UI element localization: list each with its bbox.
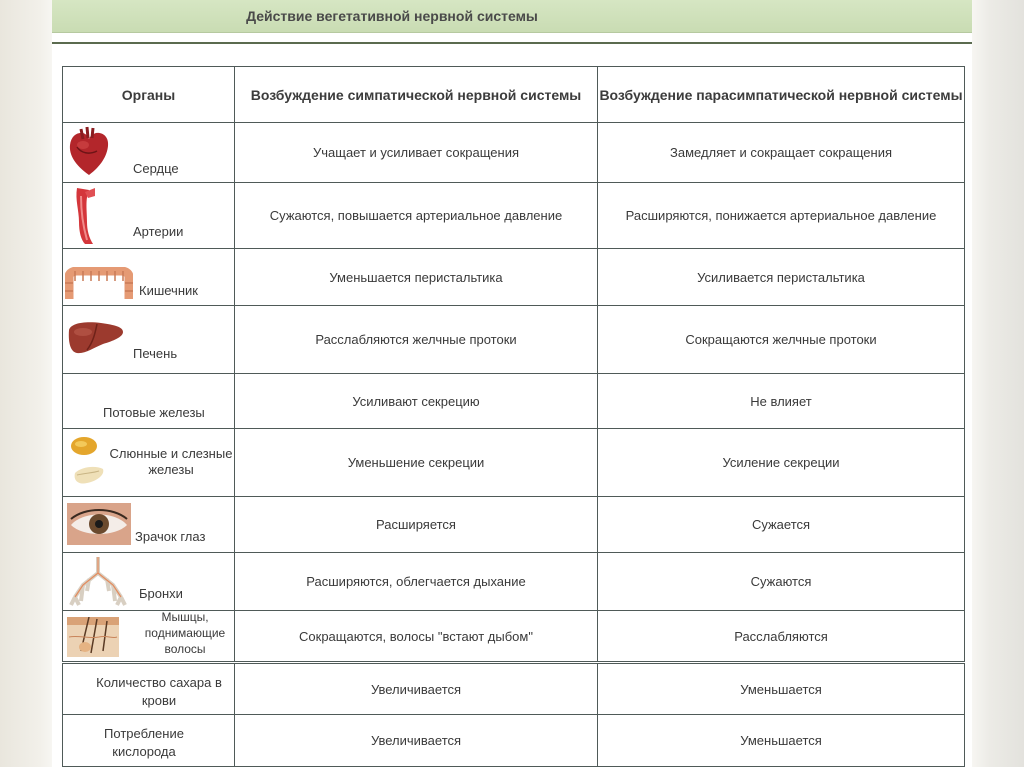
ans-effects-table — [62, 66, 965, 767]
header-row — [63, 67, 965, 123]
salivary-gland-icon — [67, 433, 107, 493]
organ-cell — [63, 429, 235, 497]
artery-icon — [71, 186, 99, 246]
heart-icon — [67, 125, 111, 179]
hair-muscle-icon — [67, 617, 119, 657]
title-bar — [52, 0, 972, 33]
sympathetic-cell: Расширяются, облегчается дыхание — [235, 553, 598, 611]
table-row — [63, 249, 965, 306]
sympathetic-cell: Расслабляются желчные протоки — [235, 306, 598, 374]
organ-cell — [63, 611, 235, 663]
header-parasympathetic: Возбуждение парасимпатической нервной системы — [598, 67, 965, 123]
organ-cell — [63, 249, 235, 306]
bronchi-icon — [67, 555, 129, 609]
header-sympathetic: Возбуждение симпатической нервной системы — [235, 67, 598, 123]
parasympathetic-cell: Сужается — [598, 497, 965, 553]
parasympathetic-cell: Замедляет и сокращает сокращения — [598, 123, 965, 183]
table-row — [63, 663, 965, 715]
table-row — [63, 611, 965, 663]
sympathetic-cell: Сокращаются, волосы "встают дыбом" — [235, 611, 598, 663]
organ-label: Печень — [133, 346, 178, 361]
organ-cell — [63, 183, 235, 249]
sympathetic-cell: Усиливают секрецию — [235, 374, 598, 429]
parasympathetic-cell: Уменьшается — [598, 715, 965, 767]
table-row — [63, 183, 965, 249]
title-divider — [52, 42, 972, 44]
sympathetic-cell: Уменьшается перистальтика — [235, 249, 598, 306]
organ-label: Бронхи — [139, 586, 183, 601]
organ-cell — [63, 306, 235, 374]
organ-cell — [63, 374, 235, 429]
sympathetic-cell: Учащает и усиливает сокращения — [235, 123, 598, 183]
organ-label: Слюнные и слезные железы — [109, 446, 233, 477]
table-row — [63, 715, 965, 767]
sympathetic-cell: Увеличивается — [235, 715, 598, 767]
organ-label: Артерии — [133, 224, 184, 239]
sympathetic-cell: Расширяется — [235, 497, 598, 553]
parasympathetic-cell: Усиление секреции — [598, 429, 965, 497]
sympathetic-cell: Сужаются, повышается артериальное давление — [235, 183, 598, 249]
organ-label: Кишечник — [139, 283, 198, 298]
parasympathetic-cell: Уменьшается — [598, 663, 965, 715]
organ-label: Потребление кислорода — [104, 726, 184, 759]
organ-label: Сердце — [133, 161, 179, 176]
table-row — [63, 374, 965, 429]
parasympathetic-cell: Усиливается перистальтика — [598, 249, 965, 306]
liver-icon — [67, 320, 125, 356]
header-organs: Органы — [63, 67, 235, 123]
organ-cell — [63, 497, 235, 553]
slide — [52, 0, 972, 767]
organ-label: Мышцы, поднимающие волосы — [144, 610, 226, 656]
organ-label: Зрачок глаз — [135, 529, 206, 544]
organ-label: Потовые железы — [103, 405, 205, 420]
parasympathetic-cell: Сокращаются желчные протоки — [598, 306, 965, 374]
organ-cell — [63, 663, 235, 715]
sympathetic-cell: Увеличивается — [235, 663, 598, 715]
page-title: Действие вегетативной нервной системы — [246, 8, 538, 24]
organ-cell — [63, 715, 235, 767]
table-row — [63, 429, 965, 497]
organ-label: Количество сахара в крови — [96, 675, 222, 708]
parasympathetic-cell: Сужаются — [598, 553, 965, 611]
parasympathetic-cell: Расслабляются — [598, 611, 965, 663]
table-row — [63, 553, 965, 611]
parasympathetic-cell: Не влияет — [598, 374, 965, 429]
table-row — [63, 123, 965, 183]
intestine-icon — [65, 267, 133, 301]
table-row — [63, 306, 965, 374]
organ-cell — [63, 553, 235, 611]
sympathetic-cell: Уменьшение секреции — [235, 429, 598, 497]
eye-icon — [67, 503, 131, 545]
table-row — [63, 497, 965, 553]
parasympathetic-cell: Расширяются, понижается артериальное давление — [598, 183, 965, 249]
organ-cell — [63, 123, 235, 183]
